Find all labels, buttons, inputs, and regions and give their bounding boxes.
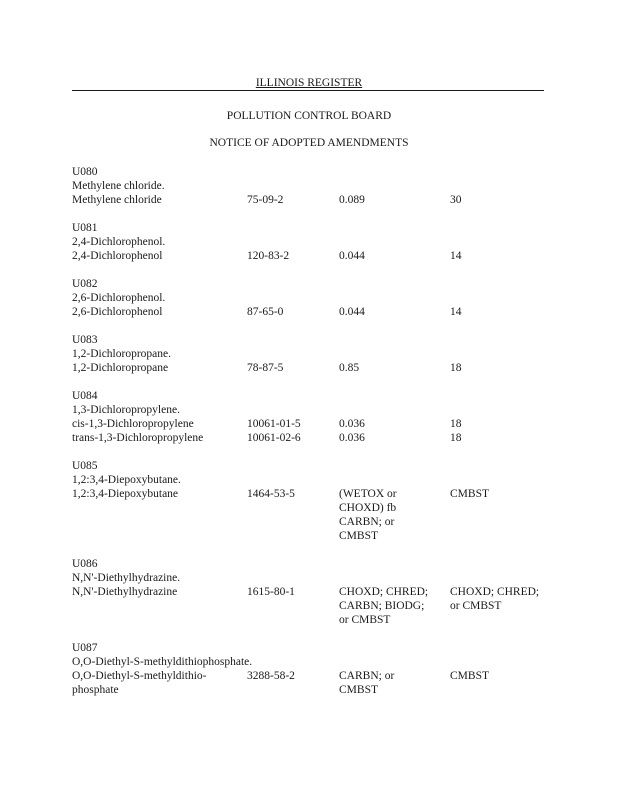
constituent-row: [72, 361, 552, 375]
waste-entry-u085: [72, 459, 552, 543]
constituent-name: 1,2-Dichloropropane: [72, 362, 169, 374]
waste-entry-u087: [72, 641, 552, 697]
waste-name: N,N'-Diethylhydrazine.: [72, 572, 181, 584]
wastewater-line: CARBN; or: [339, 516, 395, 528]
cas-number: 120-83-2: [247, 250, 290, 262]
wastewater-line: CMBST: [339, 684, 378, 696]
nonwastewater-value: 18: [450, 432, 462, 444]
waste-code: U085: [72, 460, 98, 472]
waste-code-list: [72, 165, 552, 711]
waste-code: U083: [72, 334, 98, 346]
cas-number: 1464-53-5: [247, 488, 295, 500]
constituent-line: O,O-Diethyl-S-methyldithio-: [72, 670, 207, 682]
wastewater-standard: [339, 305, 450, 319]
waste-name: 2,4-Dichlorophenol.: [72, 236, 166, 248]
waste-name: 1,3-Dichloropropylene.: [72, 404, 180, 416]
constituent-row: [72, 249, 552, 263]
waste-name: 1,2-Dichloropropane.: [72, 348, 171, 360]
wastewater-line: (WETOX or: [339, 488, 397, 500]
constituent-line: phosphate: [72, 684, 119, 696]
header-rule: [72, 90, 544, 91]
cas-number: 78-87-5: [247, 362, 284, 374]
nonwastewater-standard: [450, 669, 550, 697]
wastewater-line: or CMBST: [339, 614, 391, 626]
nonwastewater-standard: [450, 487, 550, 543]
nonwastewater-value: 18: [450, 418, 462, 430]
wastewater-value: 0.044: [339, 250, 365, 262]
wastewater-standard: [339, 417, 450, 431]
constituent-row: [72, 431, 552, 445]
agency-title: POLLUTION CONTROL BOARD: [226, 110, 392, 122]
wastewater-value: 0.089: [339, 194, 365, 206]
cas-number: 75-09-2: [247, 194, 284, 206]
waste-name: 2,6-Dichlorophenol.: [72, 292, 166, 304]
waste-name: O,O-Diethyl-S-methyldithiophosphate.: [72, 656, 253, 668]
wastewater-line: CMBST: [339, 530, 378, 542]
constituent-row: [72, 487, 552, 543]
constituent-row: [72, 417, 552, 431]
waste-name: 1,2:3,4-Diepoxybutane.: [72, 474, 181, 486]
constituent-row: [72, 305, 552, 319]
constituent-name: cis-1,3-Dichloropropylene: [72, 418, 194, 430]
nonwastewater-standard: [450, 249, 550, 263]
constituent-name: 1,2:3,4-Diepoxybutane: [72, 488, 179, 500]
waste-entry-u083: [72, 333, 552, 375]
wastewater-standard: [339, 487, 450, 543]
waste-entry-u086: [72, 557, 552, 627]
wastewater-line: CARBN; BIODG;: [339, 600, 425, 612]
constituent-name: N,N'-Diethylhydrazine: [72, 586, 178, 598]
cas-number: 3288-58-2: [247, 670, 295, 682]
waste-code: U080: [72, 166, 98, 178]
wastewater-standard: [339, 193, 450, 207]
constituent-row: [72, 193, 552, 207]
wastewater-line: CARBN; or: [339, 670, 395, 682]
wastewater-standard: [339, 585, 450, 627]
nonwastewater-value: 30: [450, 194, 462, 206]
waste-code: U086: [72, 558, 98, 570]
wastewater-value: 0.044: [339, 306, 365, 318]
waste-code: U084: [72, 390, 98, 402]
nonwastewater-value: 14: [450, 250, 462, 262]
nonwastewater-standard: [450, 585, 550, 627]
nonwastewater-standard: [450, 431, 550, 445]
nonwastewater-value: 14: [450, 306, 462, 318]
notice-title: NOTICE OF ADOPTED AMENDMENTS: [209, 137, 409, 149]
cas-number: 10061-02-6: [247, 432, 301, 444]
constituent-name: trans-1,3-Dichloropropylene: [72, 432, 204, 444]
nonwastewater-line: or CMBST: [450, 600, 502, 612]
nonwastewater-value: CMBST: [450, 488, 489, 500]
waste-name: Methylene chloride.: [72, 180, 165, 192]
wastewater-standard: [339, 669, 450, 697]
waste-entry-u082: [72, 277, 552, 319]
nonwastewater-standard: [450, 193, 550, 207]
wastewater-line: CHOXD; CHRED;: [339, 586, 429, 598]
constituent-row: [72, 585, 552, 627]
wastewater-value: 0.85: [339, 362, 360, 374]
nonwastewater-value: 18: [450, 362, 462, 374]
cas-number: 1615-80-1: [247, 586, 295, 598]
nonwastewater-standard: [450, 305, 550, 319]
nonwastewater-standard: [450, 361, 550, 375]
wastewater-value: 0.036: [339, 418, 365, 430]
constituent-row: [72, 669, 552, 697]
wastewater-line: CHOXD) fb: [339, 502, 397, 514]
constituent-name: [72, 669, 247, 697]
waste-code: U081: [72, 222, 98, 234]
waste-entry-u080: [72, 165, 552, 207]
waste-entry-u081: [72, 221, 552, 263]
waste-entry-u084: [72, 389, 552, 445]
register-title: ILLINOIS REGISTER: [255, 77, 363, 89]
waste-code: U087: [72, 642, 98, 654]
constituent-name: 2,4-Dichlorophenol: [72, 250, 163, 262]
nonwastewater-standard: [450, 417, 550, 431]
wastewater-standard: [339, 431, 450, 445]
nonwastewater-line: CHOXD; CHRED;: [450, 586, 540, 598]
constituent-name: Methylene chloride: [72, 194, 162, 206]
wastewater-standard: [339, 361, 450, 375]
nonwastewater-value: CMBST: [450, 670, 489, 682]
constituent-name: 2,6-Dichlorophenol: [72, 306, 163, 318]
wastewater-value: 0.036: [339, 432, 365, 444]
waste-code: U082: [72, 278, 98, 290]
wastewater-standard: [339, 249, 450, 263]
cas-number: 87-65-0: [247, 306, 284, 318]
cas-number: 10061-01-5: [247, 418, 301, 430]
